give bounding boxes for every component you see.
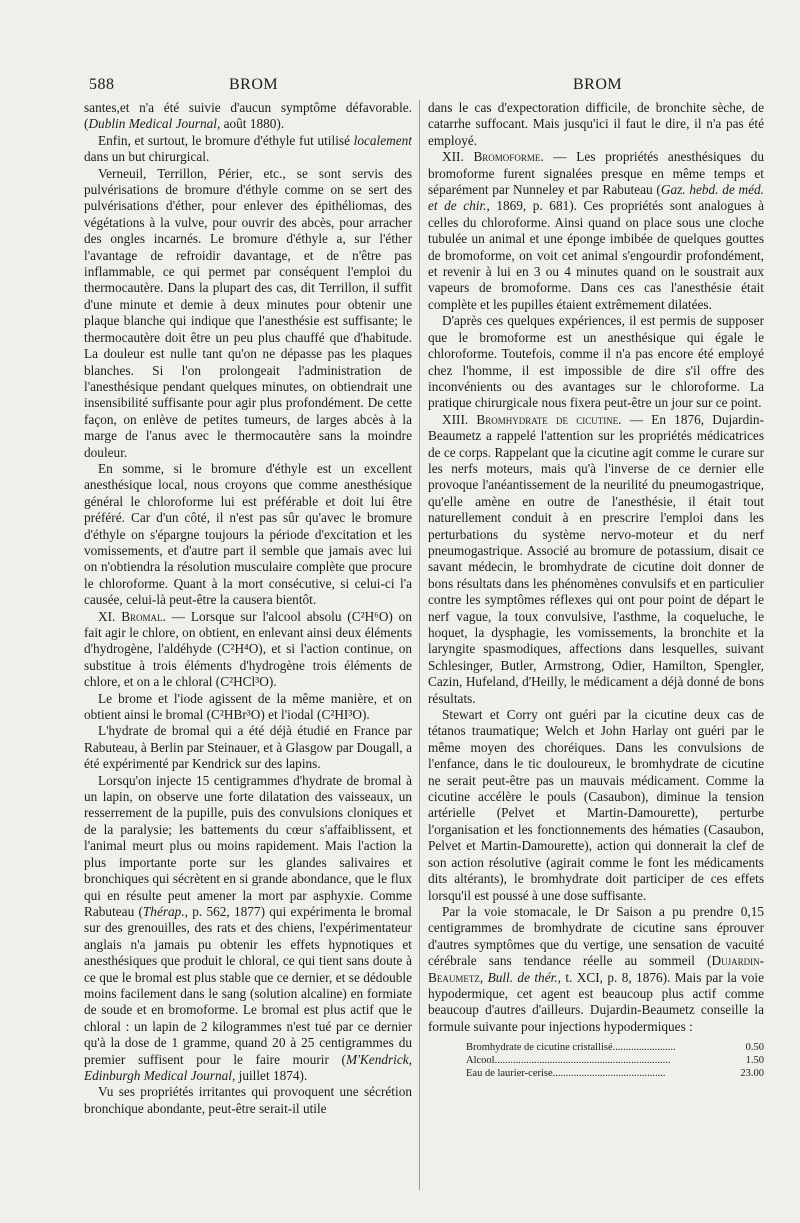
paragraph: Par la voie stomacale, le Dr Saison a pu prendre 0,15 centigrammes de bromhydrate de cicutine sans éprouver d'autres symptômes que du vertige, une sensation de vacuité cérébrale sans tendance réelle au sommeil (Dujardin-Beaumetz, Bull. de thér., t. XCI, p. 8, 1876). Mais par la voie hypodermique, cet agent est beaucoup plus actif comme beaucoup d'autres d'ailleurs. Dujardin-Beaumetz conseille la formule suivante pour injections hypodermiques : [428, 903, 764, 1034]
paragraph: Le brome et l'iode agissent de la même manière, et on obtient ainsi le bromal (C²HBr³O) et l'iodal (C²HI³O). [84, 690, 412, 723]
left-column [84, 100, 412, 1191]
page-number: 588 [89, 76, 115, 93]
paragraph: Enfin, et surtout, le bromure d'éthyle fut utilisé localement dans un but chirurgical. [84, 132, 412, 165]
running-title-right: BROM [573, 76, 623, 93]
section-bromhydrate: XIII. Bromhydrate de cicutine. — En 1876, Dujardin-Beaumetz a rappelé l'attention sur les propriétés médicatrices de ce corps. Rappelant que la cicutine agit comme le curare sur les nerfs moteurs, mais qu'à l'inverse de ce dernier elle provoque l'anéantissement de la neurilité du pneumogastrique, qu'elle amène en outre de l'anesthésie, il était tout naturellement conduit à en prescrire l'emploi dans les perturbations du système nervo-moteur et du nerf pneumogastrique. Associé au bromure de potassium, disait ce savant médecin, le bromhydrate de cicutine doit donner de bons résultats dans les phénomènes convulsifs et en particulier contre les symptômes réflexes qui ont pour point de départ le nerf vague, la toux convulsive, l'asthme, la coqueluche, le hoquet, la dysphagie, les vomissements, la bronchite et la laryngite spasmodiques, affections dans lesquelles, suivant Schlesinger, Butler, Armstrong, Odier, Hamilton, Spengler, Cazin, Hufeland, d'Heilly, le médicament a déjà donné de bons résultats. [428, 411, 764, 706]
section-bromal: XI. Bromal. — Lorsque sur l'alcool absolu (C²H⁶O) on fait agir le chlore, on obtient, en enlevant ainsi deux éléments d'hydrogène, l'aldéhyde (C²H⁴O), et si l'action continue, on substitue à trois éléments d'hydrogène trois éléments de chlore, et on a le chloral (C²HCl³O). [84, 608, 412, 690]
paragraph: L'hydrate de bromal qui a été déjà étudié en France par Rabuteau, à Berlin par Steinauer, et à Glasgow par Dougall, a été expérimenté par Kendrick sur des lapins. [84, 723, 412, 772]
formula-row: Alcool................................................................... 1.50 [466, 1055, 764, 1067]
right-column [428, 100, 764, 1191]
paragraph: D'après ces quelques expériences, il est permis de supposer que le bromoforme est un anesthésique qui égale le chloroforme. Toutefois, comme il n'a pas encore été employé chez l'homme, il est impossible de dire s'il offre des inconvénients ou des avantages sur le chloroforme. La pratique chirurgicale nous fixera peut-être un jour sur ce point. [428, 313, 764, 411]
paragraph: dans le cas d'expectoration difficile, de bronchite sèche, de catarrhe suffocant. Mais jusqu'ici il faut le dire, il n'a pas été employé. [428, 100, 764, 148]
column-divider [419, 100, 420, 1190]
formula-table [466, 1041, 764, 1080]
paragraph: Stewart et Corry ont guéri par la cicutine deux cas de tétanos traumatique; Welch et John Harlay ont guéri par le même moyen des choréiques. Dans les convulsions de l'enfance, dans le tic douloureux, le bromhydrate de cicutine ne serait peut-être pas un mauvais médicament. Comme la cicutine accélère le pouls (Casaubon), diminue la tension artérielle (Pelvet et Martin-Damourette), perturbe l'organisation et les fonctionnements des hématies (Casaubon, Pelvet et Martin-Damourette), action qui donnerait la clef de son action résolutive (agirait comme le font les médicaments dits altérants), le bromhydrate doit participer de ces effets lorsqu'il est poussé à une dose suffisante. [428, 707, 764, 903]
paragraph: Vu ses propriétés irritantes qui provoquent une sécrétion bronchique abondante, peut-être serait-il utile [84, 1084, 412, 1116]
paragraph: En somme, si le bromure d'éthyle est un excellent anesthésique local, nous croyons que comme anesthésique général le chloroforme lui est préférable et doit lui être préféré. Car d'un côté, il n'est pas sûr qu'avec le bromure d'éthyle on s'épargne toujours la période d'excitation et les vomissements, et d'autre part il semble que jamais avec lui on n'obtiendra la résolution musculaire complète que procure le chloroforme. Quant à la mort consécutive, si celui-ci l'a causée, celui-là peut-être la causera bientôt. [84, 460, 412, 608]
formula-row: Eau de laurier-cerise........................................... 23.00 [466, 1068, 764, 1080]
formula-row: Bromhydrate de cicutine cristallisé........................ 0.50 [466, 1042, 764, 1054]
paragraph: santes,et n'a été suivie d'aucun symptôme défavorable. (Dublin Medical Journal, août 1880). [84, 100, 412, 132]
running-title-left: BROM [229, 76, 279, 93]
section-bromoforme: XII. Bromoforme. — Les propriétés anesthésiques du bromoforme furent signalées presque en même temps et séparément par Nunneley et par Rabuteau (Gaz. hebd. de méd. et de chir., 1869, p. 681). Ces propriétés sont analogues à celles du chloroforme. Ainsi quand on place sous une cloche tubulée un animal et une éponge imbibée de quelques gouttes de bromoforme, on voit cet animal s'engourdir profondément, et revenir à lui en 3 ou 4 minutes quand on le soustrait aux vapeurs de bromoforme. Dans ces cas l'anesthésie était complète et les pupilles étaient extrêmement dilatées. [428, 149, 764, 312]
paragraph: Lorsqu'on injecte 15 centigrammes d'hydrate de bromal à un lapin, on observe une forte dilatation des vaisseaux, un resserrement de la pupille, puis des convulsions cloniques et de la paralysie; les battements du cœur s'affaiblissent, et l'animal meurt plus ou moins rapidement. Mais l'action la plus importante porte sur les glandes salivaires et bronchiques qui sécrètent en si grande abondance, que le flux qui en résulte peut amener la mort par asphyxie. Comme Rabuteau (Thérap., p. 562, 1877) qui expérimenta le bromal sur des grenouilles, des rats et des chiens, l'expérimentateur anglais n'a jamais pu obtenir les effets hypnotiques et anesthésiques que produit le chloral, ce qui tient sans doute à ce que le bromal est plus stable que ce dernier, et se dédouble moins facilement dans le sang (solution alcaline) en formiate de soude et en bromoforme. Le bromal est plus actif que le chloral : un lapin de 2 kilogrammes n'est tué par ce dernier qu'à la dose de 1 gramme, quand 20 à 25 centigrammes du premier suffisent pour le faire mourir (M'Kendrick, Edinburgh Medical Journal, juillet 1874). [84, 772, 412, 1083]
paragraph: Verneuil, Terrillon, Périer, etc., se sont servis des pulvérisations de bromure d'éthyle comme on se sert des pulvérisations d'éther, pour enlever des épithéliomas, des végétations à la vulve, pour ouvrir des abcès, pour arracher des ongles incarnés. Le bromure d'éthyle a, sur l'éther l'avantage de refroidir davantage, et de n'être pas inflammable, ce qui permet par conséquent l'emploi du thermocautère. Dans la plupart des cas, dit Terrillon, il suffit d'une minute et demie à deux minutes pour obtenir une plaque blanche qui indique que l'anesthésie est suffisante; le thermocautère doit être un peu plus chauffé que d'habitude. La douleur est nulle tant qu'on ne dépasse pas les plaques blanches. Si l'on prolongeait l'administration de l'anesthésique pendant quelques minutes, on obtiendrait une insensibilité suffisante pour agir plus profondément. De cette façon, on enlève de petites tumeurs, de larges abcès à la marge de l'anus avec le thermocautère sans la moindre douleur. [84, 165, 412, 460]
